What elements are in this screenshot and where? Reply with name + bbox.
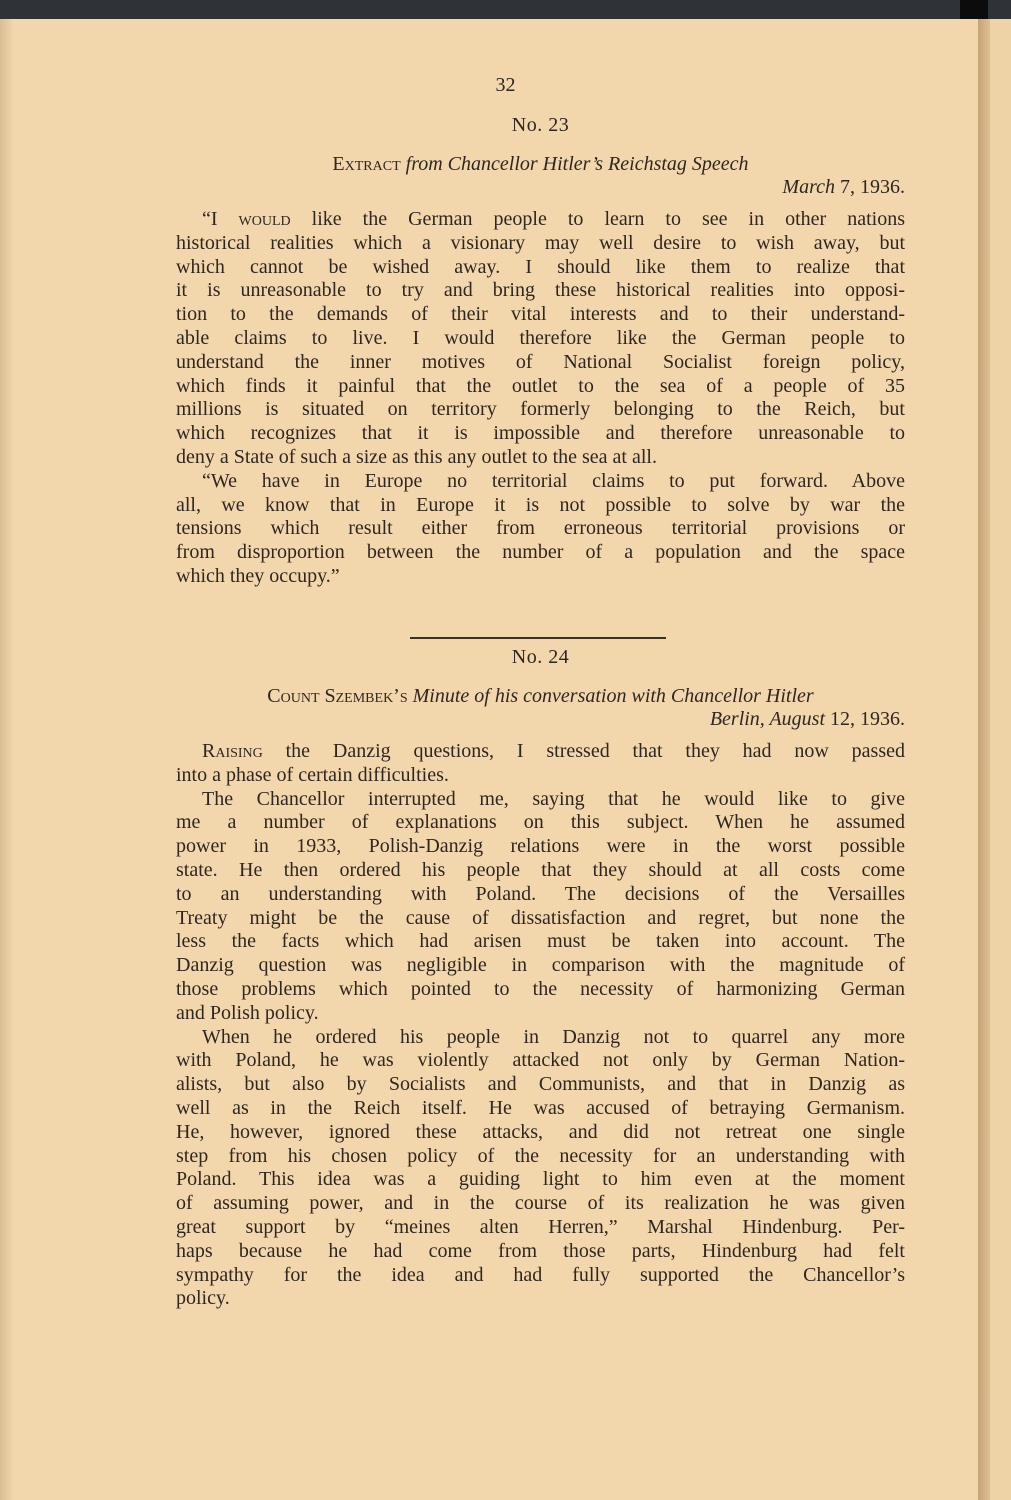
- text-line: [176, 835, 905, 859]
- text-line: [176, 883, 905, 907]
- line-text: me a number of explanations on this subject. When he assumed: [176, 811, 905, 834]
- text-line: [176, 327, 905, 351]
- line-text: like the German people to learn to see in other nations: [290, 208, 905, 230]
- line-text: “We have in Europe no territorial claims to put forward. Above: [202, 469, 905, 492]
- paragraph: [176, 788, 905, 1026]
- scan-dark-block: [960, 0, 988, 19]
- line-text: tensions which result either from erroneous territorial provisions or: [176, 517, 905, 540]
- text-line: [176, 256, 905, 280]
- line-text: haps because he had come from those parts, Hindenburg had felt: [176, 1239, 905, 1262]
- line-text: Danzig question was negligible in comparison with the magnitude of: [176, 954, 905, 977]
- text-line: [176, 303, 905, 327]
- line-text: deny a State of such a size as this any outlet to the sea at all.: [176, 445, 657, 468]
- text-line: [176, 859, 905, 883]
- heading-italic: Minute of his conversation with Chancellor Hitler: [412, 685, 814, 707]
- text-line: [176, 279, 905, 303]
- page-left-edge: [0, 19, 14, 1500]
- document-date: [176, 176, 905, 199]
- paragraph: [176, 740, 905, 788]
- document-body: [176, 740, 905, 1311]
- paragraph: [176, 470, 905, 589]
- text-line: [176, 446, 905, 470]
- line-text: of assuming power, and in the course of its realization he was given: [176, 1192, 905, 1215]
- text-line: [176, 811, 905, 835]
- line-text: which they occupy.”: [176, 564, 340, 587]
- line-text: great support by “meines alten Herren,” Marshal Hindenburg. Per-: [176, 1215, 905, 1238]
- text-line: [176, 1097, 905, 1121]
- text-line: [176, 1002, 905, 1026]
- lead-small-caps: Raising: [202, 740, 263, 762]
- text-line: [176, 398, 905, 422]
- document-date: [176, 708, 905, 731]
- document-heading: [176, 153, 905, 176]
- line-text: with Poland, he was violently attacked not only by German Nation-: [176, 1049, 905, 1072]
- text-line: [176, 494, 905, 518]
- date-italic: March: [782, 176, 835, 198]
- date-italic: Berlin, August: [709, 708, 825, 730]
- line-text: policy.: [176, 1287, 230, 1310]
- text-line: [176, 740, 905, 764]
- line-text: which cannot be wished away. I should like them to realize that: [176, 255, 905, 278]
- line-text: alists, but also by Socialists and Communists, and that in Danzig as: [176, 1073, 905, 1096]
- text-line: [176, 208, 905, 232]
- text-line: [176, 470, 905, 494]
- paragraph: [176, 1026, 905, 1312]
- line-text: sympathy for the idea and had fully supported the Chancellor’s: [176, 1263, 905, 1286]
- text-line: [176, 978, 905, 1002]
- line-text: The Chancellor interrupted me, saying that he would like to give: [202, 787, 905, 810]
- text-line: [176, 517, 905, 541]
- adjacent-page-edge: [990, 19, 1011, 1500]
- text-line: [176, 930, 905, 954]
- document-body: [176, 208, 905, 589]
- text-line: [176, 1287, 905, 1311]
- date-rest: 7, 1936.: [835, 176, 905, 198]
- line-text: millions is situated on territory formerly belonging to the Reich, but: [176, 398, 905, 421]
- text-line: [176, 764, 905, 788]
- heading-italic: from Chancellor Hitler’s Reichstag Speech: [405, 153, 749, 175]
- text-line: [176, 1240, 905, 1264]
- line-text: well as in the Reich itself. He was accused of betraying Germanism.: [176, 1096, 905, 1119]
- text-line: [176, 375, 905, 399]
- text-line: [176, 351, 905, 375]
- document-number: No. 23: [511, 114, 570, 136]
- line-text: into a phase of certain difficulties.: [176, 763, 449, 786]
- line-text: which finds it painful that the outlet to the sea of a people of 35: [176, 374, 905, 397]
- book-spine-shadow: [978, 19, 990, 1500]
- line-text: tion to the demands of their vital interests and to their understand-: [176, 303, 905, 326]
- line-text: from disproportion between the number of a population and the space: [176, 541, 905, 564]
- text-line: [176, 788, 905, 812]
- page-number: 32: [495, 74, 516, 96]
- text-line: [176, 541, 905, 565]
- document-number: No. 24: [511, 646, 570, 668]
- heading-caps: Extract: [332, 153, 401, 175]
- text-line: [176, 1121, 905, 1145]
- text-line: [176, 1073, 905, 1097]
- line-text: state. He then ordered his people that they should at all costs come: [176, 858, 905, 881]
- line-text: step from his chosen policy of the necessity for an understanding with: [176, 1144, 905, 1167]
- text-line: [176, 422, 905, 446]
- line-text: power in 1933, Polish-Danzig relations were in the worst possible: [176, 835, 905, 858]
- text-line: [176, 907, 905, 931]
- line-text: those problems which pointed to the necessity of harmonizing German: [176, 977, 905, 1000]
- line-text: to an understanding with Poland. The decisions of the Versailles: [176, 882, 905, 905]
- line-text: He, however, ignored these attacks, and did not retreat one single: [176, 1120, 905, 1143]
- text-line: [176, 565, 905, 589]
- text-line: [176, 232, 905, 256]
- text-line: [176, 1192, 905, 1216]
- line-text: less the facts which had arisen must be taken into account. The: [176, 930, 905, 953]
- scan-top-border: [0, 0, 1011, 19]
- line-text: historical realities which a visionary may well desire to wish away, but: [176, 231, 905, 254]
- text-line: [176, 1168, 905, 1192]
- text-line: [176, 1264, 905, 1288]
- line-text: and Polish policy.: [176, 1001, 319, 1024]
- paragraph: [176, 208, 905, 470]
- line-text: which recognizes that it is impossible and therefore unreasonable to: [176, 422, 905, 445]
- text-line: [176, 954, 905, 978]
- text-line: [176, 1145, 905, 1169]
- line-text: the Danzig questions, I stressed that they had now passed: [262, 740, 905, 762]
- date-rest: 12, 1936.: [825, 708, 905, 730]
- line-text: Poland. This idea was a guiding light to him even at the moment: [176, 1168, 905, 1191]
- text-line: [176, 1216, 905, 1240]
- section-divider: [410, 637, 666, 639]
- line-text: understand the inner motives of National Socialist foreign policy,: [176, 350, 905, 373]
- text-line: [176, 1026, 905, 1050]
- line-text: When he ordered his people in Danzig not to quarrel any more: [202, 1025, 905, 1048]
- line-text: all, we know that in Europe it is not possible to solve by war the: [176, 493, 905, 516]
- document-heading: [176, 685, 905, 708]
- line-text: it is unreasonable to try and bring these historical realities into opposi-: [176, 279, 905, 302]
- text-line: [176, 1049, 905, 1073]
- line-text: able claims to live. I would therefore like the German people to: [176, 326, 905, 349]
- line-text: Treaty might be the cause of dissatisfaction and regret, but none the: [176, 906, 905, 929]
- heading-caps: Count Szembek’s: [267, 685, 408, 707]
- lead-small-caps: “I would: [202, 208, 291, 230]
